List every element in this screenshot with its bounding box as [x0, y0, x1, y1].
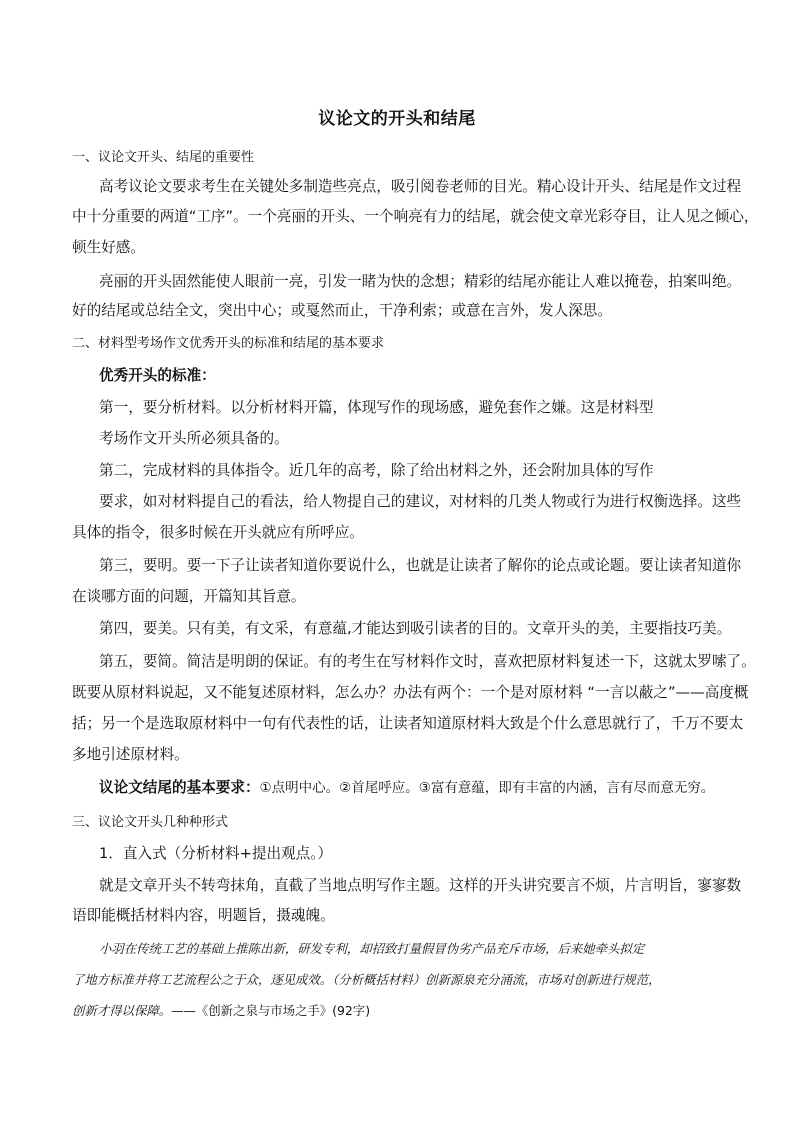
quote-line: 小羽在传统工艺的基础上推陈出新，研发专利，却招致打量假冒伪劣产品充斥市场，后来她牵头拟定 — [99, 941, 645, 956]
paragraph-line: 既要从原材料说起，又不能复述原材料，怎么办？办法有两个：一个是对原材料 “一言以蔽之”——高度概 — [72, 684, 749, 701]
paragraph-line: 括；另一个是选取原材料中一句有代表性的话，让读者知道原材料大致是个什么意思就行了，千万不要太 — [72, 715, 744, 732]
quote-text: 创新才得以保障。 — [72, 1003, 172, 1018]
paragraph-line: 第五，要简。简洁是明朗的保证。有的考生在写材料作文时，喜欢把原材料复述一下，这就太罗嗦了。 — [99, 653, 756, 670]
paragraph-line: 第二，完成材料的具体指令。近几年的高考，除了给出材料之外，还会附加具体的写作 — [99, 462, 654, 479]
paragraph-line: 第一，要分析材料。以分析材料开篇，体现写作的现场感，避免套作之嫌。这是材料型 — [99, 399, 654, 416]
paragraph-line: 中十分重要的两道“工序”。一个亮丽的开头、一个响亮有力的结尾，就会使文章光彩夺目，让人见之倾心， — [72, 208, 759, 225]
method-heading: 1．直入式（分析材料+提出观点。） — [99, 845, 333, 862]
paragraph-line: 就是文章开头不转弯抹角，直截了当地点明写作主题。这样的开头讲究要言不烦，片言明旨，寥寥数 — [99, 877, 742, 894]
paragraph-line: 高考议论文要求考生在关键处多制造些亮点，吸引阅卷老师的目光。精心设计开头、结尾是作文过程 — [99, 178, 742, 195]
ending-requirements — [99, 778, 714, 798]
section-heading: 二、材料型考场作文优秀开头的标准和结尾的基本要求 — [72, 336, 385, 351]
paragraph-line: 多地引述原材料。 — [72, 746, 189, 763]
paragraph-line: 要求，如对材料提自己的看法，给人物提自己的建议，对材料的几类人物或行为进行权衡选择。这些 — [99, 493, 742, 510]
ending-text: ①点明中心。②首尾呼应。③富有意蕴，即有丰富的内涵，言有尽而意无穷。 — [259, 780, 715, 796]
section-heading: 一、议论文开头、结尾的重要性 — [72, 150, 255, 165]
section-heading: 三、议论文开头几种种形式 — [72, 815, 229, 830]
paragraph-line: 第三，要明。要一下子让读者知道你要说什么，也就是让读者了解你的论点或论题。要让读者知道你 — [99, 557, 742, 574]
document-title: 议论文的开头和结尾 — [318, 109, 476, 129]
subheading: 优秀开头的标准： — [99, 367, 216, 384]
paragraph-line: 考场作文开头所必须具备的。 — [99, 430, 289, 447]
paragraph-line: 亮丽的开头固然能使人眼前一亮，引发一睹为快的念想；精彩的结尾亦能让人难以掩卷，拍案叫绝。 — [99, 273, 742, 290]
paragraph-line: 第四，要美。只有美，有文采，有意蕴,才能达到吸引读者的目的。文章开头的美，主要指技巧美。 — [99, 620, 732, 637]
paragraph-line: 语即能概括材料内容，明题旨，摄魂魄。 — [72, 907, 335, 924]
quote-line — [72, 1001, 370, 1021]
paragraph-line: 具体的指令，很多时候在开头就应有所呼应。 — [72, 524, 364, 541]
quote-source: ——《创新之泉与市场之手》(92字) — [171, 1003, 371, 1018]
quote-line: 了地方标准并将工艺流程公之于众，逐见成效。（分析概括材料）创新源泉充分涌流，市场对创新进行规范， — [72, 972, 661, 987]
ending-label: 议论文结尾的基本要求： — [99, 779, 260, 796]
paragraph-line: 顿生好感。 — [72, 239, 145, 256]
paragraph-line: 在谈哪方面的问题，开篇知其旨意。 — [72, 588, 306, 605]
paragraph-line: 好的结尾或总结全文，突出中心；或戛然而止，干净利索；或意在言外，发人深思。 — [72, 302, 612, 319]
